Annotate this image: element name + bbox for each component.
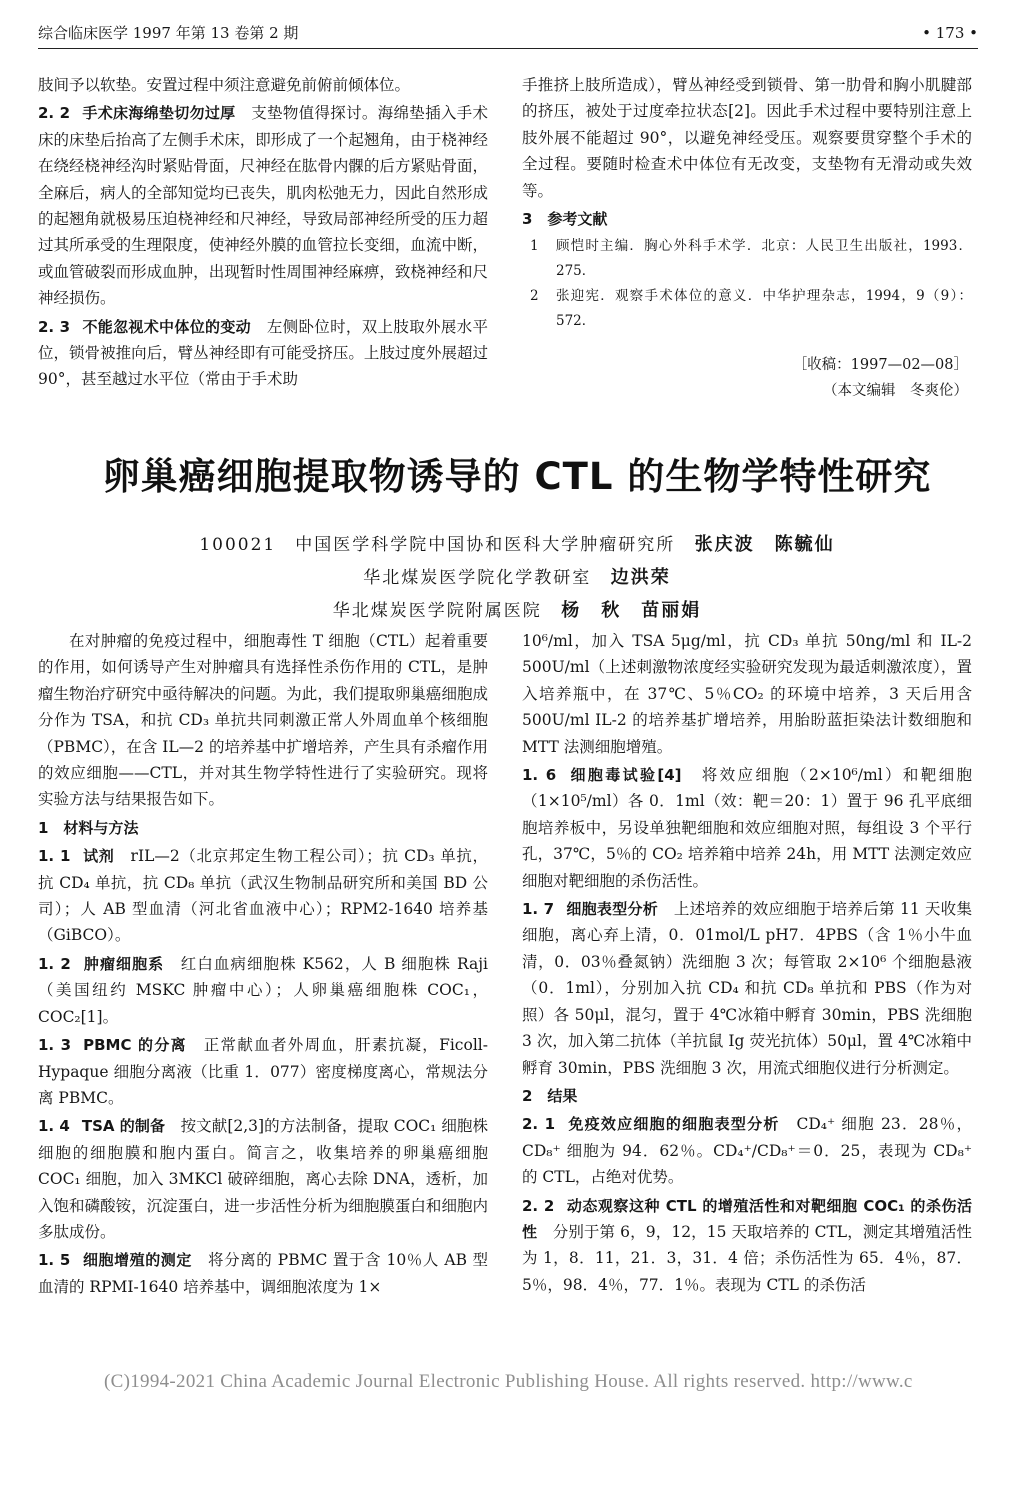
subsection-number: 1. 5 [38, 1251, 71, 1270]
affiliation-institution: 华北煤炭医学院化学教研室 [363, 568, 592, 588]
body-paragraph: 肢间予以软垫。安置过程中须注意避免前俯前倾体位。 [38, 76, 411, 94]
subsection-text: 支垫物值得探讨。海绵垫插入手术床的床垫后抬高了左侧手术床，即形成了一个起翘角，由于桡神经在绕经桡神经沟时紧贴骨面，尺神经在肱骨内髁的后方紧贴骨面，全麻后，病人的全部知觉均已丧失，肌肉松弛无力，因此自然形成的起翘角就极易压迫桡神经和尺神经，导致局部神经所受的压力超过其所承受的生理限度，使神经外膜的血管拉长变细，血流中断，或血管破裂而形成血肿，出现暂时性周围神经麻痹，致桡神经和尺神经损伤。 [38, 104, 488, 308]
reference-number: 2 [530, 288, 539, 305]
subsection-number: 2. 2 [522, 1196, 555, 1215]
prev-article-left-column [38, 72, 488, 395]
subsection-text: 正常献血者外周血，肝素抗凝，Ficoll-Hypaque 细胞分离液（比重 1．077）密度梯度离心，常规法分离 PBMC。 [38, 1036, 488, 1107]
article-title: 卵巢癌细胞提取物诱导的 CTL 的生物学特性研究 [102, 455, 932, 498]
reference-list [522, 234, 972, 334]
subsection-paragraph [522, 896, 972, 1081]
subsection-number: 2. 1 [522, 1115, 556, 1134]
affiliation-line [0, 563, 1034, 589]
subsection-heading: 细胞表型分析 [566, 900, 659, 919]
affiliation-line [0, 530, 1034, 556]
subsection-paragraph [38, 843, 488, 949]
subsection-text: 按文献[2,3]的方法制备，提取 COC₁ 细胞株细胞的细胞膜和胞内蛋白。简言之，收集培养的卵巢癌细胞 COC₁ 细胞，加入 3MKCl 破碎细胞，离心去除 DNA，透析，加入饱和磷酸铵，沉淀蛋白，进一步活性分析为细胞膜蛋白和细胞内多肽成份。 [38, 1117, 488, 1241]
subsection-text: 将分离的 PBMC 置于含 10％人 AB 型血清的 RPMI-1640 培养基中，调细胞浓度为 1× [38, 1251, 488, 1296]
editor-note: （本文编辑 冬爽伦） [823, 383, 968, 400]
subsection-paragraph [38, 1113, 488, 1245]
subsection-number: 1. 6 [522, 766, 557, 785]
subsection-number: 2. 2 [38, 104, 71, 123]
subsection-heading: TSA 的制备 [81, 1117, 166, 1136]
affiliation-authors: 杨 秋 苗丽娟 [561, 600, 702, 621]
subsection-heading: 动态观察这种 CTL 的增殖活性和对靶细胞 COC₁ 的杀伤活性 [522, 1196, 973, 1241]
subsection-text: 红白血病细胞株 K562，人 B 细胞株 Raji（美国纽约 MSKC 肿瘤中心）；人卵巢癌细胞株 COC₁，COC₂[1]。 [38, 954, 488, 1026]
reference-text: 张迎宪．观察手术体位的意义．中华护理杂志，1994，9（9）：572． [556, 288, 972, 330]
prev-article-right-column [522, 72, 972, 404]
affiliation-institution: 华北煤炭医学院附属医院 [332, 601, 542, 621]
article-right-column [522, 628, 972, 1300]
subsection-number: 1. 7 [522, 900, 555, 919]
references-heading: 3 参考文献 [522, 210, 608, 229]
subsection-text: CD₄⁺ 细胞 23．28％，CD₈⁺ 细胞为 94．62％。CD₄⁺/CD₈⁺＝0．25，表现为 CD₈⁺ 的 CTL，占绝对优势。 [522, 1115, 972, 1187]
subsection-heading: 细胞增殖的测定 [82, 1251, 192, 1270]
running-header [38, 18, 978, 49]
journal-issue: 综合临床医学 1997 年第 13 卷第 2 期 [38, 24, 299, 42]
subsection-paragraph [38, 1247, 488, 1300]
subsection-number: 2. 3 [38, 317, 71, 336]
copyright-watermark: (C)1994-2021 China Academic Journal Electronic Publishing House. All rights reserved. http://www.c [104, 1371, 913, 1392]
reference-item [522, 284, 972, 334]
subsection-text: 将效应细胞（2×10⁶/ml）和靶细胞（1×10⁵/ml）各 0．1ml（效：靶＝20：1）置于 96 孔平底细胞培养板中，另设单独靶细胞和效应细胞对照，每组设 3 个平行孔，37℃，5％的 CO₂ 培养箱中培养 24h，用 MTT 法测定效应细胞对靶细胞的杀伤活性。 [522, 766, 972, 890]
subsection-heading: 免疫效应细胞的细胞表型分析 [567, 1115, 780, 1134]
section-heading: 1 材料与方法 [38, 818, 139, 837]
page-number: • 173 • [922, 24, 978, 42]
body-paragraph: 10⁶/ml，加入 TSA 5μg/ml，抗 CD₃ 单抗 50ng/ml 和 IL-2 500U/ml（上述刺激物浓度经实验研究发现为最适刺激浓度），置入培养瓶中，在 37℃、5％CO₂ 的环境中培养，3 天后用含 500U/ml IL-2 的培养基扩增培养，用胎盼蓝拒染法计数细胞和 MTT 法测细胞增殖。 [522, 632, 972, 756]
affiliation-authors: 张庆波 陈毓仙 [694, 534, 835, 555]
body-paragraph: 在对肿瘤的免疫过程中，细胞毒性 T 细胞（CTL）起着重要的作用，如何诱导产生对肿瘤具有选择性杀伤作用的 CTL，是肿瘤生物治疗研究中亟待解决的问题。为此，我们提取卵巢癌细胞成分作为 TSA，和抗 CD₃ 单抗共同刺激正常人外周血单个核细胞（PBMC），在含 IL—2 的培养基中扩增培养，产生具有杀瘤作用的效应细胞——CTL，并对其生物学特性进行了实验研究。现将实验方法与结果报告如下。 [38, 632, 488, 809]
subsection-text: 分别于第 6，9，12，15 天取培养的 CTL，测定其增殖活性为 1，8．11，21．3，31．4 倍；杀伤活性为 65．4％，87．5％，98．4％，77．1％。表现为 CTL 的杀伤活 [522, 1222, 972, 1294]
subsection-number: 1. 3 [38, 1036, 72, 1055]
subsection-number: 1. 2 [38, 954, 71, 973]
subsection-paragraph [38, 951, 488, 1030]
subsection-paragraph [38, 100, 488, 311]
subsection-paragraph [38, 314, 488, 393]
affiliation-line [0, 596, 1034, 622]
article-left-column [38, 628, 488, 1302]
subsection-heading: 试剂 [82, 847, 115, 866]
subsection-number: 1. 1 [38, 847, 71, 866]
section-heading: 2 结果 [522, 1086, 578, 1105]
reference-text: 顾恺时主编．胸心外科手术学．北京：人民卫生出版社，1993．275． [556, 238, 972, 280]
received-date-text: ［收稿：1997—02—08］ [792, 357, 968, 374]
received-date [522, 352, 972, 404]
subsection-paragraph [38, 1032, 488, 1111]
subsection-heading: 细胞毒试验[4] [568, 766, 682, 785]
subsection-heading: 手术床海绵垫切勿过厚 [82, 104, 236, 123]
prev-article-right-body [522, 72, 972, 204]
reference-item [522, 234, 972, 284]
subsection-text: 上述培养的效应细胞于培养后第 11 天收集细胞，离心弃上清，0．01mol/L pH7．4PBS（含 1％小牛血清，0．03％叠氮钠）洗细胞 3 次；每管取 2×10⁶ 个细胞悬液（0．1ml），分别加入抗 CD₄ 和抗 CD₈ 单抗和 PBS（作为对照）各 50μl，混匀，置于 4℃冰箱中孵育 30min，PBS 洗细胞 3 次，加入第二抗体（羊抗鼠 Ig 荧光抗体）50μl，置 4℃冰箱中孵育 30min，PBS 洗细胞 3 次，用流式细胞仪进行分析测定。 [522, 900, 972, 1077]
subsection-text: rIL—2（北京邦定生物工程公司）；抗 CD₃ 单抗，抗 CD₄ 单抗，抗 CD₈ 单抗（武汉生物制品研究所和美国 BD 公司）；人 AB 型血清（河北省血液中心）；RPM2-1640 培养基（GiBCO）。 [38, 847, 488, 945]
subsection-paragraph [522, 1193, 972, 1299]
reference-number: 1 [530, 238, 539, 255]
subsection-heading: 肿瘤细胞系 [82, 954, 165, 973]
subsection-heading: 不能忽视术中体位的变动 [82, 317, 251, 336]
affiliation-authors: 边洪荣 [610, 567, 671, 588]
affiliation-institution: 100021 中国医学科学院中国协和医科大学肿瘤研究所 [199, 535, 676, 555]
subsection-number: 1. 4 [38, 1117, 70, 1136]
subsection-heading: PBMC 的分离 [83, 1036, 187, 1055]
subsection-paragraph [522, 762, 972, 894]
subsection-text: 左侧卧位时，双上肢取外展水平位，锁骨被推向后，臂丛神经即有可能受挤压。上肢过度外展超过 90°，甚至越过水平位（常由于手术助 [38, 317, 488, 389]
subsection-paragraph [522, 1111, 972, 1190]
body-paragraph: 手推挤上肢所造成），臂丛神经受到锁骨、第一肋骨和胸小肌腱部的挤压，被处于过度牵拉状态[2]。因此手术过程中要特别注意上肢外展不能超过 90°，以避免神经受压。观察要贯穿整个手术的全过程。要随时检查术中体位有无改变，支垫物有无滑动或失效等。 [522, 76, 972, 200]
